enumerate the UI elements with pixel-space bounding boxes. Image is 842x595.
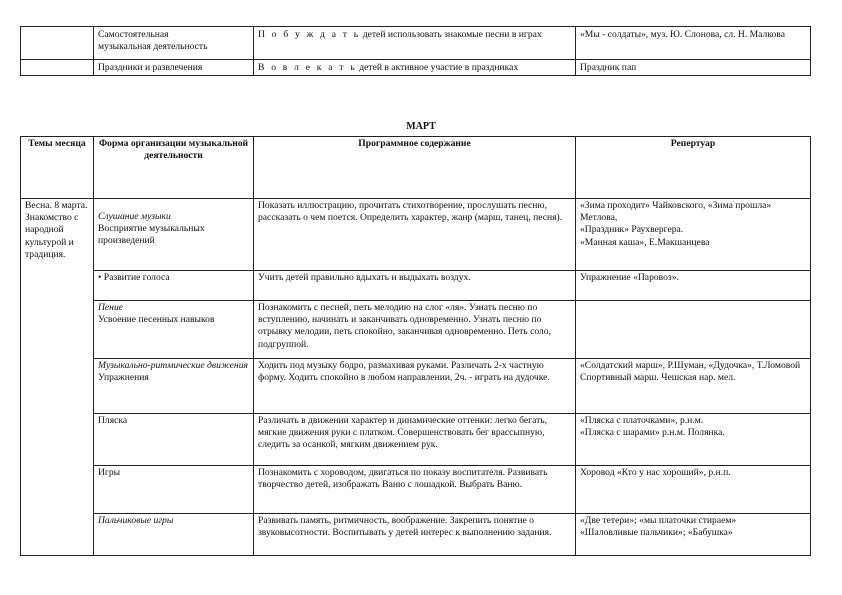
content-cell: Показать иллюстрацию, прочитать стихотворение, прослушать песню, рассказать о чем поется. Определить характер, жанр (марш, танец, песня).: [254, 199, 576, 271]
form-label: • Развитие голоса: [98, 272, 170, 283]
form-line: Самостоятельная: [98, 29, 169, 40]
category-label: Музыкально-ритмические движения: [98, 360, 248, 371]
table-row: [21, 359, 811, 414]
repertoire-cell: [576, 514, 811, 556]
form-line: музыкальная деятельность: [98, 41, 208, 53]
content-lead: П о б у ж д а т ь: [258, 29, 361, 40]
form-label: Усвоение песенных навыков: [98, 314, 215, 326]
table-row: [21, 60, 811, 76]
content-lead: В о в л е к а т ь: [258, 62, 357, 73]
header-form: Форма организации музыкальной деятельности: [94, 137, 254, 199]
form-label: Восприятие музыкальных произведений: [98, 223, 205, 247]
form-cell: [94, 466, 254, 514]
header-row: [21, 137, 811, 199]
form-label: Пляска: [98, 415, 128, 426]
repertoire-item: Спортивный марш. Чешская нар. мел.: [580, 372, 736, 384]
repertoire-cell: [576, 359, 811, 414]
form-cell: [94, 514, 254, 556]
repertoire-item: «Праздник» Раухвергера.: [580, 224, 684, 236]
repertoire-cell: [576, 199, 811, 271]
form-cell: [94, 271, 254, 301]
content-cell: Ходить под музыку бодро, размахивая руками. Различать 2-х частную форму. Ходить спокойно в любом направлении, 2ч. - играть на дудочке.: [254, 359, 576, 414]
repertoire-item: Упражнение «Паровоз».: [580, 272, 679, 283]
content-cell: [254, 60, 576, 76]
category-label: Слушание музыки: [98, 211, 171, 222]
content-cell: Познакомить с песней, петь мелодию на слог «ля». Узнать песню по вступлению, начинать и заканчивать одновременно. Узнать песню по отрывку мелодии, петь спокойно, заканчивая одновременно. Петь соло, подгруппой.: [254, 301, 576, 359]
empty-cell: [21, 60, 94, 76]
header-theme: Темы месяца: [21, 137, 94, 199]
repertoire-item: «Шаловливые пальчики»; «Бабушка»: [580, 527, 733, 539]
form-cell: [94, 199, 254, 271]
table-row: [21, 514, 811, 556]
repertoire-item: «Пляска с шарами» р.н.м. Полянка.: [580, 427, 725, 439]
content-cell: [254, 27, 576, 60]
repertoire-cell: «Мы - солдаты», муз. Ю. Слонова, сл. Н. Малкова: [576, 27, 811, 60]
form-cell: [94, 60, 254, 76]
repertoire-item: «Манная каша», Е.Макшанцева: [580, 236, 710, 248]
repertoire-cell: Праздник пап: [576, 60, 811, 76]
table-row: [21, 27, 811, 60]
header-content: Программное содержание: [254, 137, 576, 199]
content-cell: Познакомить с хороводом, двигаться по показу воспитателя. Развивать творчество детей, изображать Ваню с лошадкой. Выбрать Ваню.: [254, 466, 576, 514]
repertoire-cell: [576, 301, 811, 359]
table-row: [21, 199, 811, 271]
repertoire-cell: [576, 414, 811, 466]
repertoire-item: «Солдатский марш», Р.Шуман, «Дудочка», Т.Ломовой: [580, 360, 801, 371]
table-row: [21, 414, 811, 466]
header-repertoire: Репертуар: [576, 137, 811, 199]
form-cell: [94, 301, 254, 359]
category-label: Пение: [98, 302, 124, 313]
form-line: Праздники и развлечения: [98, 62, 203, 73]
form-cell: [94, 359, 254, 414]
content-cell: Различать в движении характер и динамические оттенки: легко бегать, мягкие движения руки с платком. Совершенствовать бег врассыпную, следить за осанкой, мягким движением рук.: [254, 414, 576, 466]
repertoire-item: Хоровод «Кто у нас хороший», р.н.п.: [580, 467, 731, 478]
top-table: [20, 26, 811, 76]
empty-cell: [21, 27, 94, 60]
form-cell: [94, 414, 254, 466]
repertoire-item: «Две тетери»; «мы платочки стираем»: [580, 515, 737, 526]
repertoire-cell: [576, 271, 811, 301]
content-cell: Развивать память, ритмичность, воображение. Закрепить понятие о звуковысотности. Воспитывать у детей интерес к выполнению задания.: [254, 514, 576, 556]
content-cell: Учить детей правильно вдыхать и выдыхать воздух.: [254, 271, 576, 301]
table-row: [21, 301, 811, 359]
content-text: детей использовать знакомые песни в играх: [360, 29, 542, 40]
form-label: Игры: [98, 467, 121, 478]
section-title: МАРТ: [406, 121, 436, 132]
table-row: [21, 466, 811, 514]
form-label: Упражнения: [98, 372, 149, 384]
category-label: Пальчиковые игры: [98, 515, 174, 526]
form-cell: [94, 27, 254, 60]
table-row: [21, 271, 811, 301]
main-table: [20, 136, 811, 556]
repertoire-item: «Зима проходит» Чайковского, «Зима прошла» Метлова,: [580, 200, 772, 224]
content-text: детей в активное участие в праздниках: [356, 62, 519, 73]
repertoire-cell: [576, 466, 811, 514]
theme-cell: Весна. 8 марта. Знакомство с народной культурой и традиция.: [21, 199, 94, 556]
repertoire-item: «Пляска с платочками», р.н.м.: [580, 415, 704, 426]
